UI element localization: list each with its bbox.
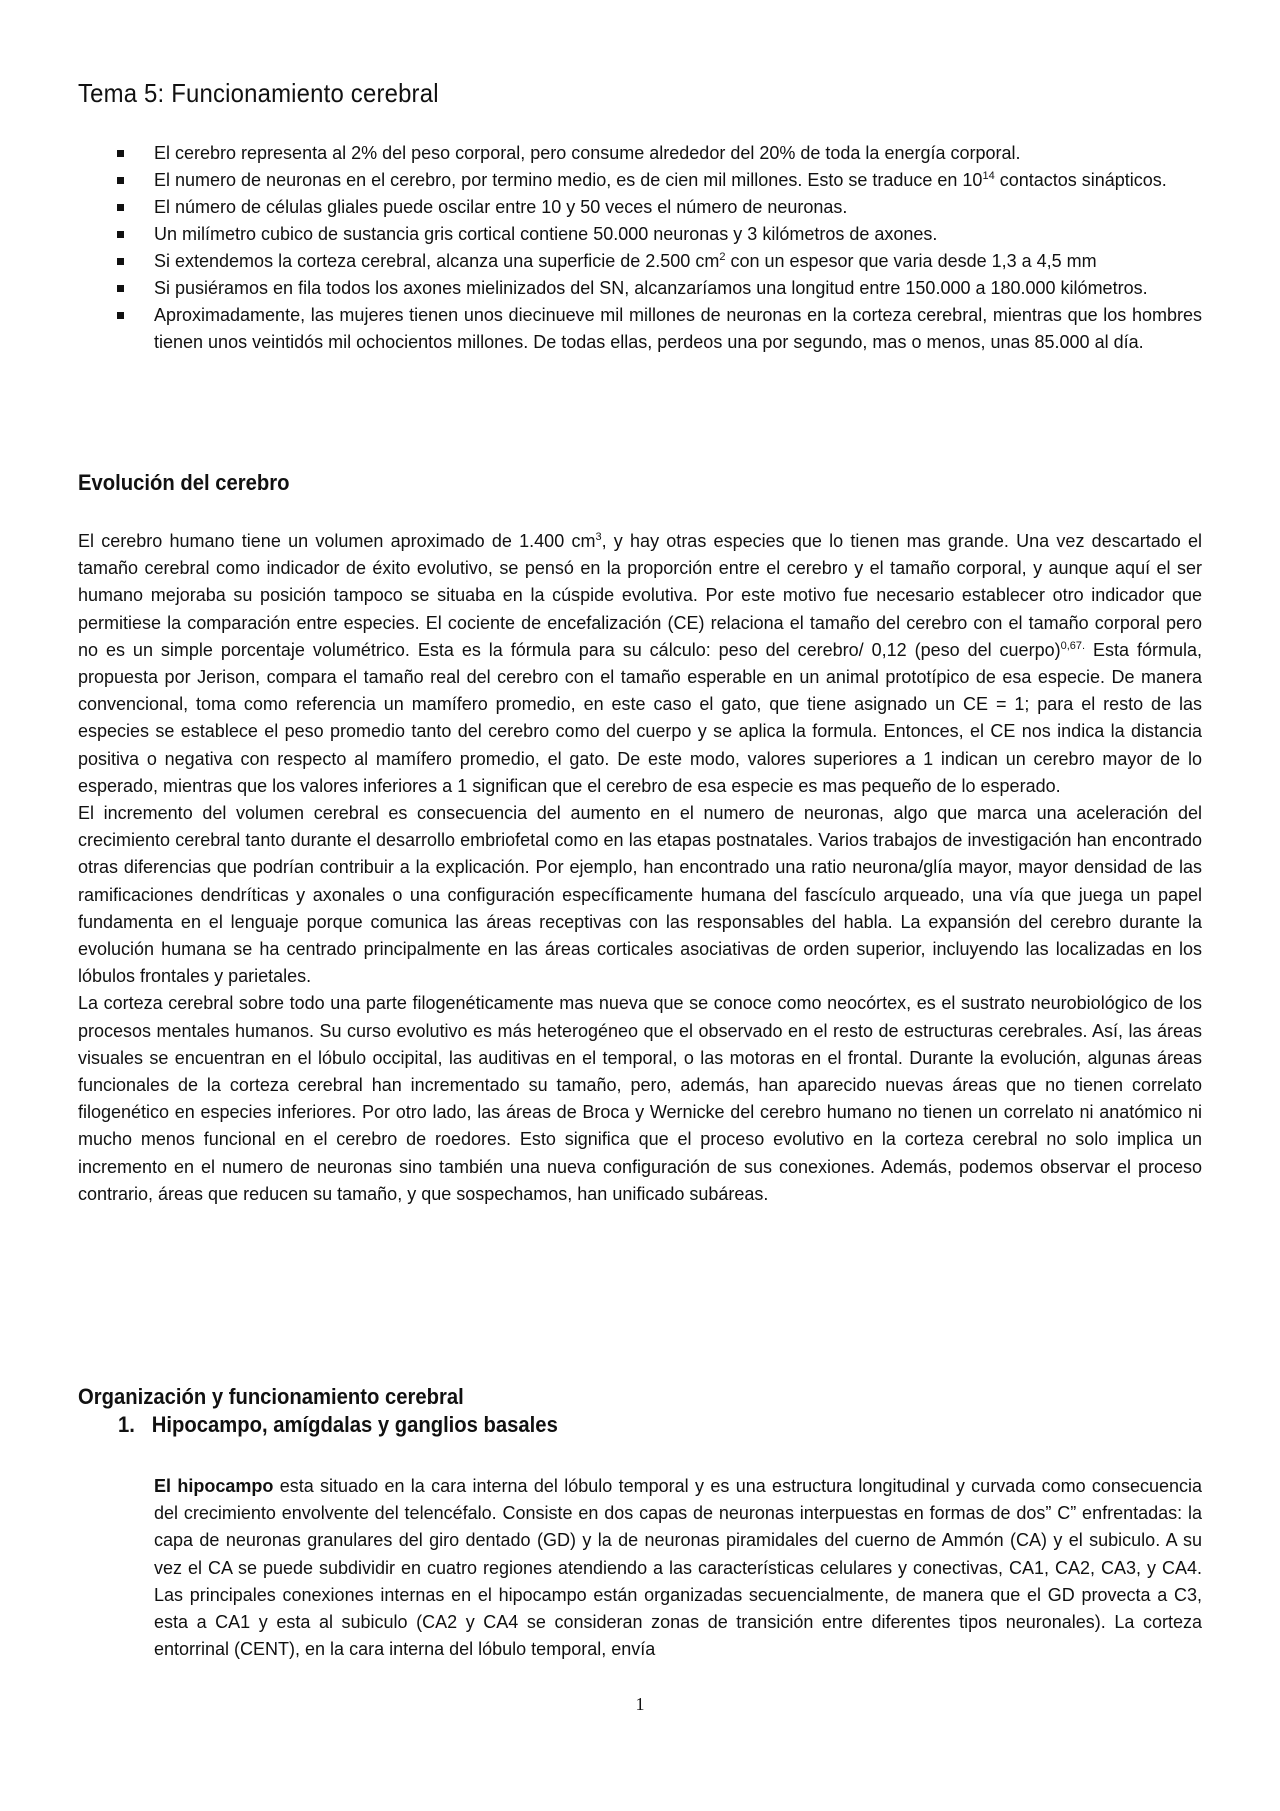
subsection-title: Hipocampo, amígdalas y ganglios basales xyxy=(151,1412,558,1437)
list-item: Si extendemos la corteza cerebral, alcanza una superficie de 2.500 $cm^2$ con un espesor que varia desde 1,3 a 4,5 mm xyxy=(78,248,1202,275)
paragraph: El cerebro humano tiene un volumen aproximado de 1.400 $cm^3$, y hay otras especies que lo tienen mas grande. Una vez descartado el tamaño cerebral como indicador de éxito evolutivo, se pensó en la proporción entre el cerebro y el tamaño corporal, y aunque aquí el ser humano mejoraba su posición tampoco se situaba en la cúspide evolutiva. Por este motivo fue necesario establecer otro indicador que permitiese la comparación entre especies. El cociente de encefalización (CE) relaciona el tamaño del cerebro con el tamaño corporal pero no es un simple porcentaje volumétrico. Esta es la fórmula para su cálculo: peso del cerebro/ 0,12 (peso del cuerpo)$^{0,67.}$ Esta fórmula, propuesta por Jerison, compara el tamaño real del cerebro con el tamaño esperable en un animal prototípico de esa especie. De manera convencional, toma como referencia un mamífero promedio, en este caso el gato, que tiene asignado un CE = 1; para el resto de las especies se establece el peso promedio tanto del cerebro como del cuerpo y se aplica la formula. Entonces, el CE nos indica la distancia positiva o negativa con respecto al mamífero promedio, el gato. De este modo, valores superiores a 1 indican un cerebro mayor de lo esperado, mientras que los valores inferiores a 1 significan que el cerebro de esa especie es mas pequeño de lo esperado. xyxy=(78,531,1203,796)
square-bullet-icon xyxy=(117,285,124,292)
section-heading-evolucion: Evolución del cerebro xyxy=(78,470,290,495)
list-item: El número de células gliales puede oscilar entre 10 y 50 veces el número de neuronas. xyxy=(78,194,1202,221)
list-item: Si pusiéramos en fila todos los axones mielinizados del SN, alcanzaríamos una longitud entre 150.000 a 180.000 kilómetros. xyxy=(78,275,1202,302)
list-item: El numero de neuronas en el cerebro, por termino medio, es de cien mil millones. Esto se traduce en $10^{14}$ contactos sinápticos. xyxy=(78,167,1202,194)
subsection-heading xyxy=(118,1412,558,1438)
facts-list xyxy=(78,140,1202,356)
hipocampo-body xyxy=(154,1473,1202,1663)
evolucion-body xyxy=(78,528,1202,1208)
page-number: 1 xyxy=(635,1694,645,1714)
list-item: El cerebro representa al 2% del peso corporal, pero consume alrededor del 20% de toda la energía corporal. xyxy=(78,140,1202,167)
square-bullet-icon xyxy=(117,177,124,184)
subsection-number: 1. xyxy=(118,1412,135,1437)
list-item: Aproximadamente, las mujeres tienen unos diecinueve mil millones de neuronas en la corteza cerebral, mientras que los hombres tienen unos veintidós mil ochocientos millones. De todas ellas, perdeos una por segundo, mas o menos, unas 85.000 al día. xyxy=(78,302,1202,356)
square-bullet-icon xyxy=(117,204,124,211)
paragraph: La corteza cerebral sobre todo una parte filogenéticamente mas nueva que se conoce como neocórtex, es el sustrato neurobiológico de los procesos mentales humanos. Su curso evolutivo es más heterogéneo que el observado en el resto de estructuras cerebrales. Así, las áreas visuales se encuentran en el lóbulo occipital, las auditivas en el temporal, o las motoras en el frontal. Durante la evolución, algunas áreas funcionales de la corteza cerebral han incrementado su tamaño, pero, además, han aparecido nuevas áreas que no tienen correlato filogenético en especies inferiores. Por otro lado, las áreas de Broca y Wernicke del cerebro humano no tienen un correlato ni anatómico ni mucho menos funcional en el cerebro de roedores. Esto significa que el proceso evolutivo en la corteza cerebral no solo implica un incremento en el numero de neuronas sino también una nueva configuración de sus conexiones. Además, podemos observar el proceso contrario, áreas que reducen su tamaño, y que sospechamos, han unificado subáreas. xyxy=(78,993,1202,1204)
section-heading-organizacion: Organización y funcionamiento cerebral xyxy=(78,1384,464,1409)
square-bullet-icon xyxy=(117,258,124,265)
square-bullet-icon xyxy=(117,231,124,238)
list-item: Un milímetro cubico de sustancia gris cortical contiene 50.000 neuronas y 3 kilómetros de axones. xyxy=(78,221,1202,248)
square-bullet-icon xyxy=(117,312,124,319)
page-title: Tema 5: Funcionamiento cerebral xyxy=(78,78,439,108)
paragraph: El hipocampo esta situado en la cara interna del lóbulo temporal y es una estructura longitudinal y curvada como consecuencia del crecimiento envolvente del telencéfalo. Consiste en dos capas de neuronas interpuestas en formas de dos” C” enfrentadas: la capa de neuronas granulares del giro dentado (GD) y la de neuronas piramidales del cuerno de Ammón (CA) y el subiculo. A su vez el CA se puede subdividir en cuatro regiones atendiendo a las características celulares y conectivas, CA1, CA2, CA3, y CA4. Las principales conexiones internas en el hipocampo están organizadas secuencialmente, de manera que el GD provecta a C3, esta a CA1 y esta al subiculo (CA2 y CA4 se consideran zonas de transición entre diferentes tipos neuronales). La corteza entorrinal (CENT), en la cara interna del lóbulo temporal, envía xyxy=(154,1476,1202,1660)
square-bullet-icon xyxy=(117,150,124,157)
bold-term: El hipocampo xyxy=(154,1476,274,1496)
paragraph: El incremento del volumen cerebral es consecuencia del aumento en el numero de neuronas, algo que marca una aceleración del crecimiento cerebral tanto durante el desarrollo embriofetal como en las etapas postnatales. Varios trabajos de investigación han encontrado otras diferencias que podrían contribuir a la explicación. Por ejemplo, han encontrado una ratio neurona/glía mayor, mayor densidad de las ramificaciones dendríticas y axonales o una configuración específicamente humana del fascículo arqueado, una vía que juega un papel fundamenta en el lenguaje porque comunica las áreas receptivas con las responsables del habla. La expansión del cerebro durante la evolución humana se ha centrado principalmente en las áreas corticales asociativas de orden superior, incluyendo las localizadas en los lóbulos frontales y parietales. xyxy=(78,803,1202,987)
